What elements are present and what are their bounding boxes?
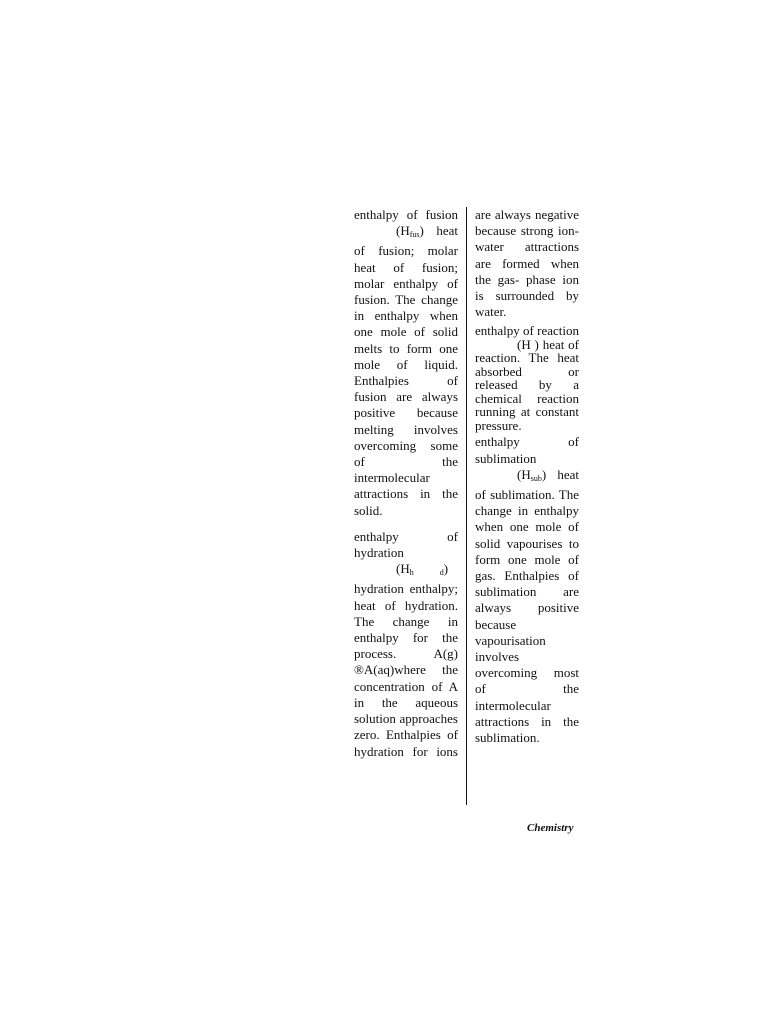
sublimation-definition xyxy=(475,467,579,746)
sublimation-symbol-h: (H xyxy=(517,466,531,482)
left-text-column xyxy=(354,207,458,760)
hydration-definition-text: ) hydration enthalpy; heat of hydration. The change in enthalpy for the process. A(g) ®A(aq)where the concentration of A in the aqueous solution approaches zero. Enthalpies of hydration for ions xyxy=(354,561,458,759)
reaction-definition xyxy=(475,338,579,433)
sublimation-symbol-sub: sub xyxy=(530,473,542,483)
fusion-symbol-sub: fus xyxy=(409,230,420,240)
footer-subject-label: Chemistry xyxy=(527,822,574,834)
fusion-definition xyxy=(354,223,458,519)
hydration-continued: are always negative because strong ion-water attractions are formed when the gas- phase ion is surrounded by water. xyxy=(475,207,579,320)
fusion-term: enthalpy of fusion xyxy=(354,207,458,222)
fusion-symbol-h: (H xyxy=(396,223,410,239)
hydration-definition xyxy=(354,561,458,759)
hydration-symbol-h: (H xyxy=(396,561,410,577)
reaction-definition-text: (H ) heat of reaction. The heat absorbed or released by a chemical reaction running at constant pressure. xyxy=(475,336,579,433)
right-text-column xyxy=(475,207,579,746)
hydration-term: enthalpy of hydration xyxy=(354,528,458,561)
reaction-term: enthalpy of reaction xyxy=(475,323,579,339)
fusion-definition-text: ) heat of fusion; molar heat of fusion; molar enthalpy of fusion. The change in enthalpy when one mole of solid melts to form one mole of liquid. Enthalpies of fusion are always positive because melting involves overcoming some of the intermolecular attractions in the solid. xyxy=(354,223,458,518)
column-divider xyxy=(466,207,467,805)
hydration-symbol-sub1: h xyxy=(409,568,414,578)
hydration-symbol-sub2: d xyxy=(439,568,444,578)
sublimation-term: enthalpy of sublimation xyxy=(475,434,579,466)
sublimation-definition-text: ) heat of sublimation. The change in enthalpy when one mole of solid vapourises to form one mole of gas. Enthalpies of sublimation are always positive because vapourisation involves overcoming most of the intermolecular attractions in the sublimation. xyxy=(475,466,579,746)
